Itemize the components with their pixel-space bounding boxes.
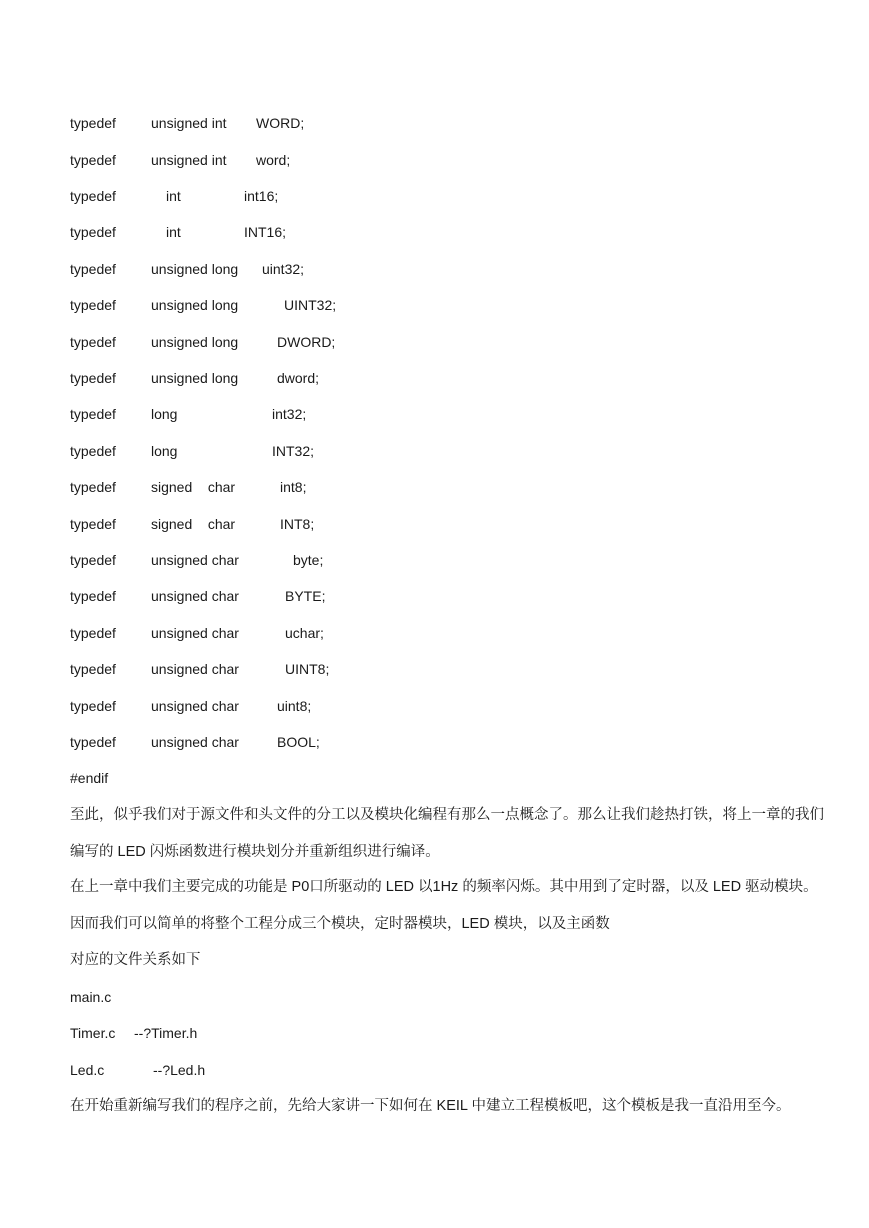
paragraph-file-relation: 对应的文件关系如下 (70, 952, 201, 968)
document-page: typedef unsigned int WORD; typedef unsigned int word; typedef int int16; typedef int INT16; typedef unsigned long uint32; typedef unsigned long UINT32; typedef unsigned long DWORD; typedef unsigned long dword; typedef long int32; typedef long INT32; typedef signed char int8; typedef signed char INT8; typedef unsigned char byte; typedef unsigned char BYTE; typedef unsigned char uchar; typedef unsigned char UINT8; typedef unsigned char uint8; typedef unsigned char BOOL; #endif 至此，似乎我们对于源文件和头文件的分工以及模块化编程有那么一点概念了。那么让我们趁热打铁，将上一章的我们编写的 LED 闪烁函数进行模块划分并重新组织进行编译。 在上一章中我们主要完成的功能是 P0口所驱动的 LED 以1Hz 的频率闪烁。其中用到了定时器，以及 LED 驱动模块。因而我们可以简单的将整个工程分成三个模块，定时器模块，LED 模块，以及主函数 对应的文件关系如下 main.c Timer.c --?Timer.h Led.c --?Led.h 在开始重新编写我们的程序之前，先给大家讲一下如何在 KEIL 中建立工程模板吧，这个模板是我一直沿用至今。 (0, 0, 869, 1228)
file-timer-c: Timer.c (70, 1025, 116, 1041)
file-timer-h: --?Timer.h (134, 1025, 198, 1041)
endif-directive: #endif (70, 770, 109, 786)
paragraph-summary: 至此，似乎我们对于源文件和头文件的分工以及模块化编程有那么一点概念了。那么让我们趁热打铁，将上一章的我们编写的 LED 闪烁函数进行模块划分并重新组织进行编译。 (70, 807, 824, 860)
file-led-h: --?Led.h (153, 1062, 206, 1078)
paragraph-keil-template: 在开始重新编写我们的程序之前，先给大家讲一下如何在 KEIL 中建立工程模板吧，这个模板是我一直沿用至今。 (70, 1098, 791, 1114)
paragraph-previous-chapter: 在上一章中我们主要完成的功能是 P0口所驱动的 LED 以1Hz 的频率闪烁。其中用到了定时器，以及 LED 驱动模块。因而我们可以简单的将整个工程分成三个模块，定时器模块，LED 模块，以及主函数 (70, 879, 818, 932)
file-main: main.c (70, 989, 112, 1005)
file-led-c: Led.c (70, 1062, 105, 1078)
